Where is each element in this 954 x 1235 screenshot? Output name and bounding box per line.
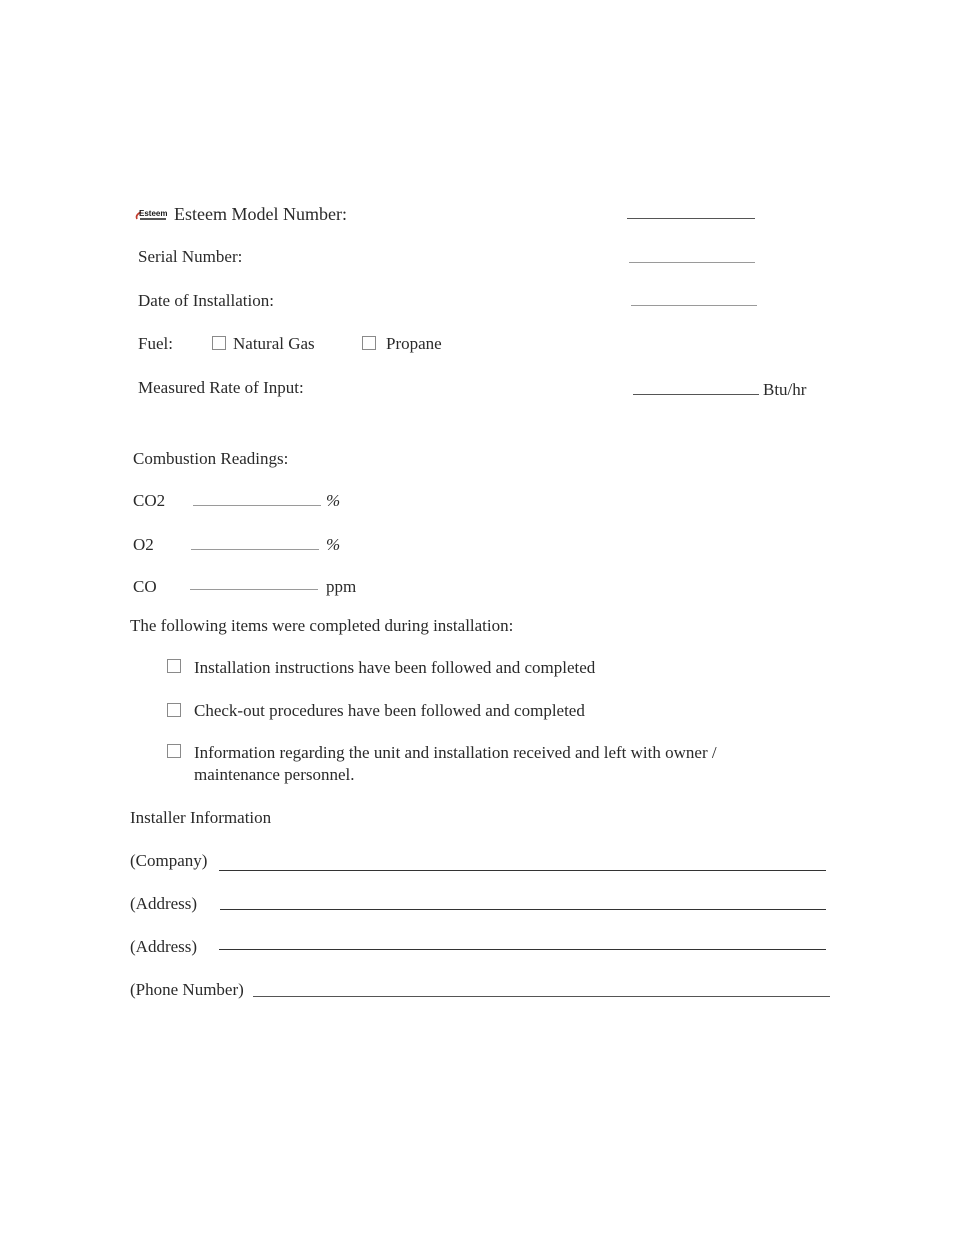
address-label: (Address) (130, 894, 198, 913)
esteem-logo-icon (133, 206, 169, 224)
propane-checkbox[interactable] (362, 336, 376, 350)
address-field[interactable] (220, 909, 826, 910)
installer-title: Installer Information (130, 808, 272, 827)
fuel-label: Fuel: (138, 334, 173, 353)
information-text: Information regarding the unit and installation received and left with owner / (194, 743, 717, 762)
propane-label: Propane (386, 334, 442, 353)
o2-label: O2 (133, 535, 154, 554)
svg-text:Esteem: Esteem (139, 209, 168, 218)
natural-gas-label: Natural Gas (233, 334, 315, 353)
o2-unit: % (326, 535, 341, 554)
information-checkbox[interactable] (167, 744, 181, 758)
checkout-checkbox[interactable] (167, 703, 181, 717)
co-unit: ppm (326, 577, 357, 596)
co-label: CO (133, 577, 157, 596)
combustion-title: Combustion Readings: (133, 449, 289, 468)
instructions-checkbox[interactable] (167, 659, 181, 673)
co-field[interactable] (190, 589, 318, 590)
o2-field[interactable] (191, 549, 319, 550)
co2-label: CO2 (133, 491, 166, 510)
model-number-label: Esteem Model Number: (174, 204, 347, 224)
checkout-text: Check-out procedures have been followed and completed (194, 701, 585, 720)
checklist-intro: The following items were completed during installation: (130, 616, 514, 635)
address2-field[interactable] (219, 949, 826, 950)
address2-label: (Address) (130, 937, 198, 956)
serial-number-label: Serial Number: (138, 247, 243, 266)
phone-label: (Phone Number) (130, 980, 244, 999)
information-text-continued: maintenance personnel. (194, 765, 355, 784)
rate-input-field[interactable] (633, 394, 759, 395)
instructions-text: Installation instructions have been followed and completed (194, 658, 596, 677)
serial-number-field[interactable] (629, 262, 755, 263)
rate-input-label: Measured Rate of Input: (138, 378, 304, 397)
company-field[interactable] (219, 870, 826, 871)
company-label: (Company) (130, 851, 208, 870)
phone-field[interactable] (253, 996, 830, 997)
co2-unit: % (326, 491, 341, 510)
installation-date-field[interactable] (631, 305, 757, 306)
co2-field[interactable] (193, 505, 321, 506)
rate-unit: Btu/hr (763, 380, 807, 399)
natural-gas-checkbox[interactable] (212, 336, 226, 350)
installation-date-label: Date of Installation: (138, 291, 274, 310)
model-number-field[interactable] (627, 218, 755, 219)
